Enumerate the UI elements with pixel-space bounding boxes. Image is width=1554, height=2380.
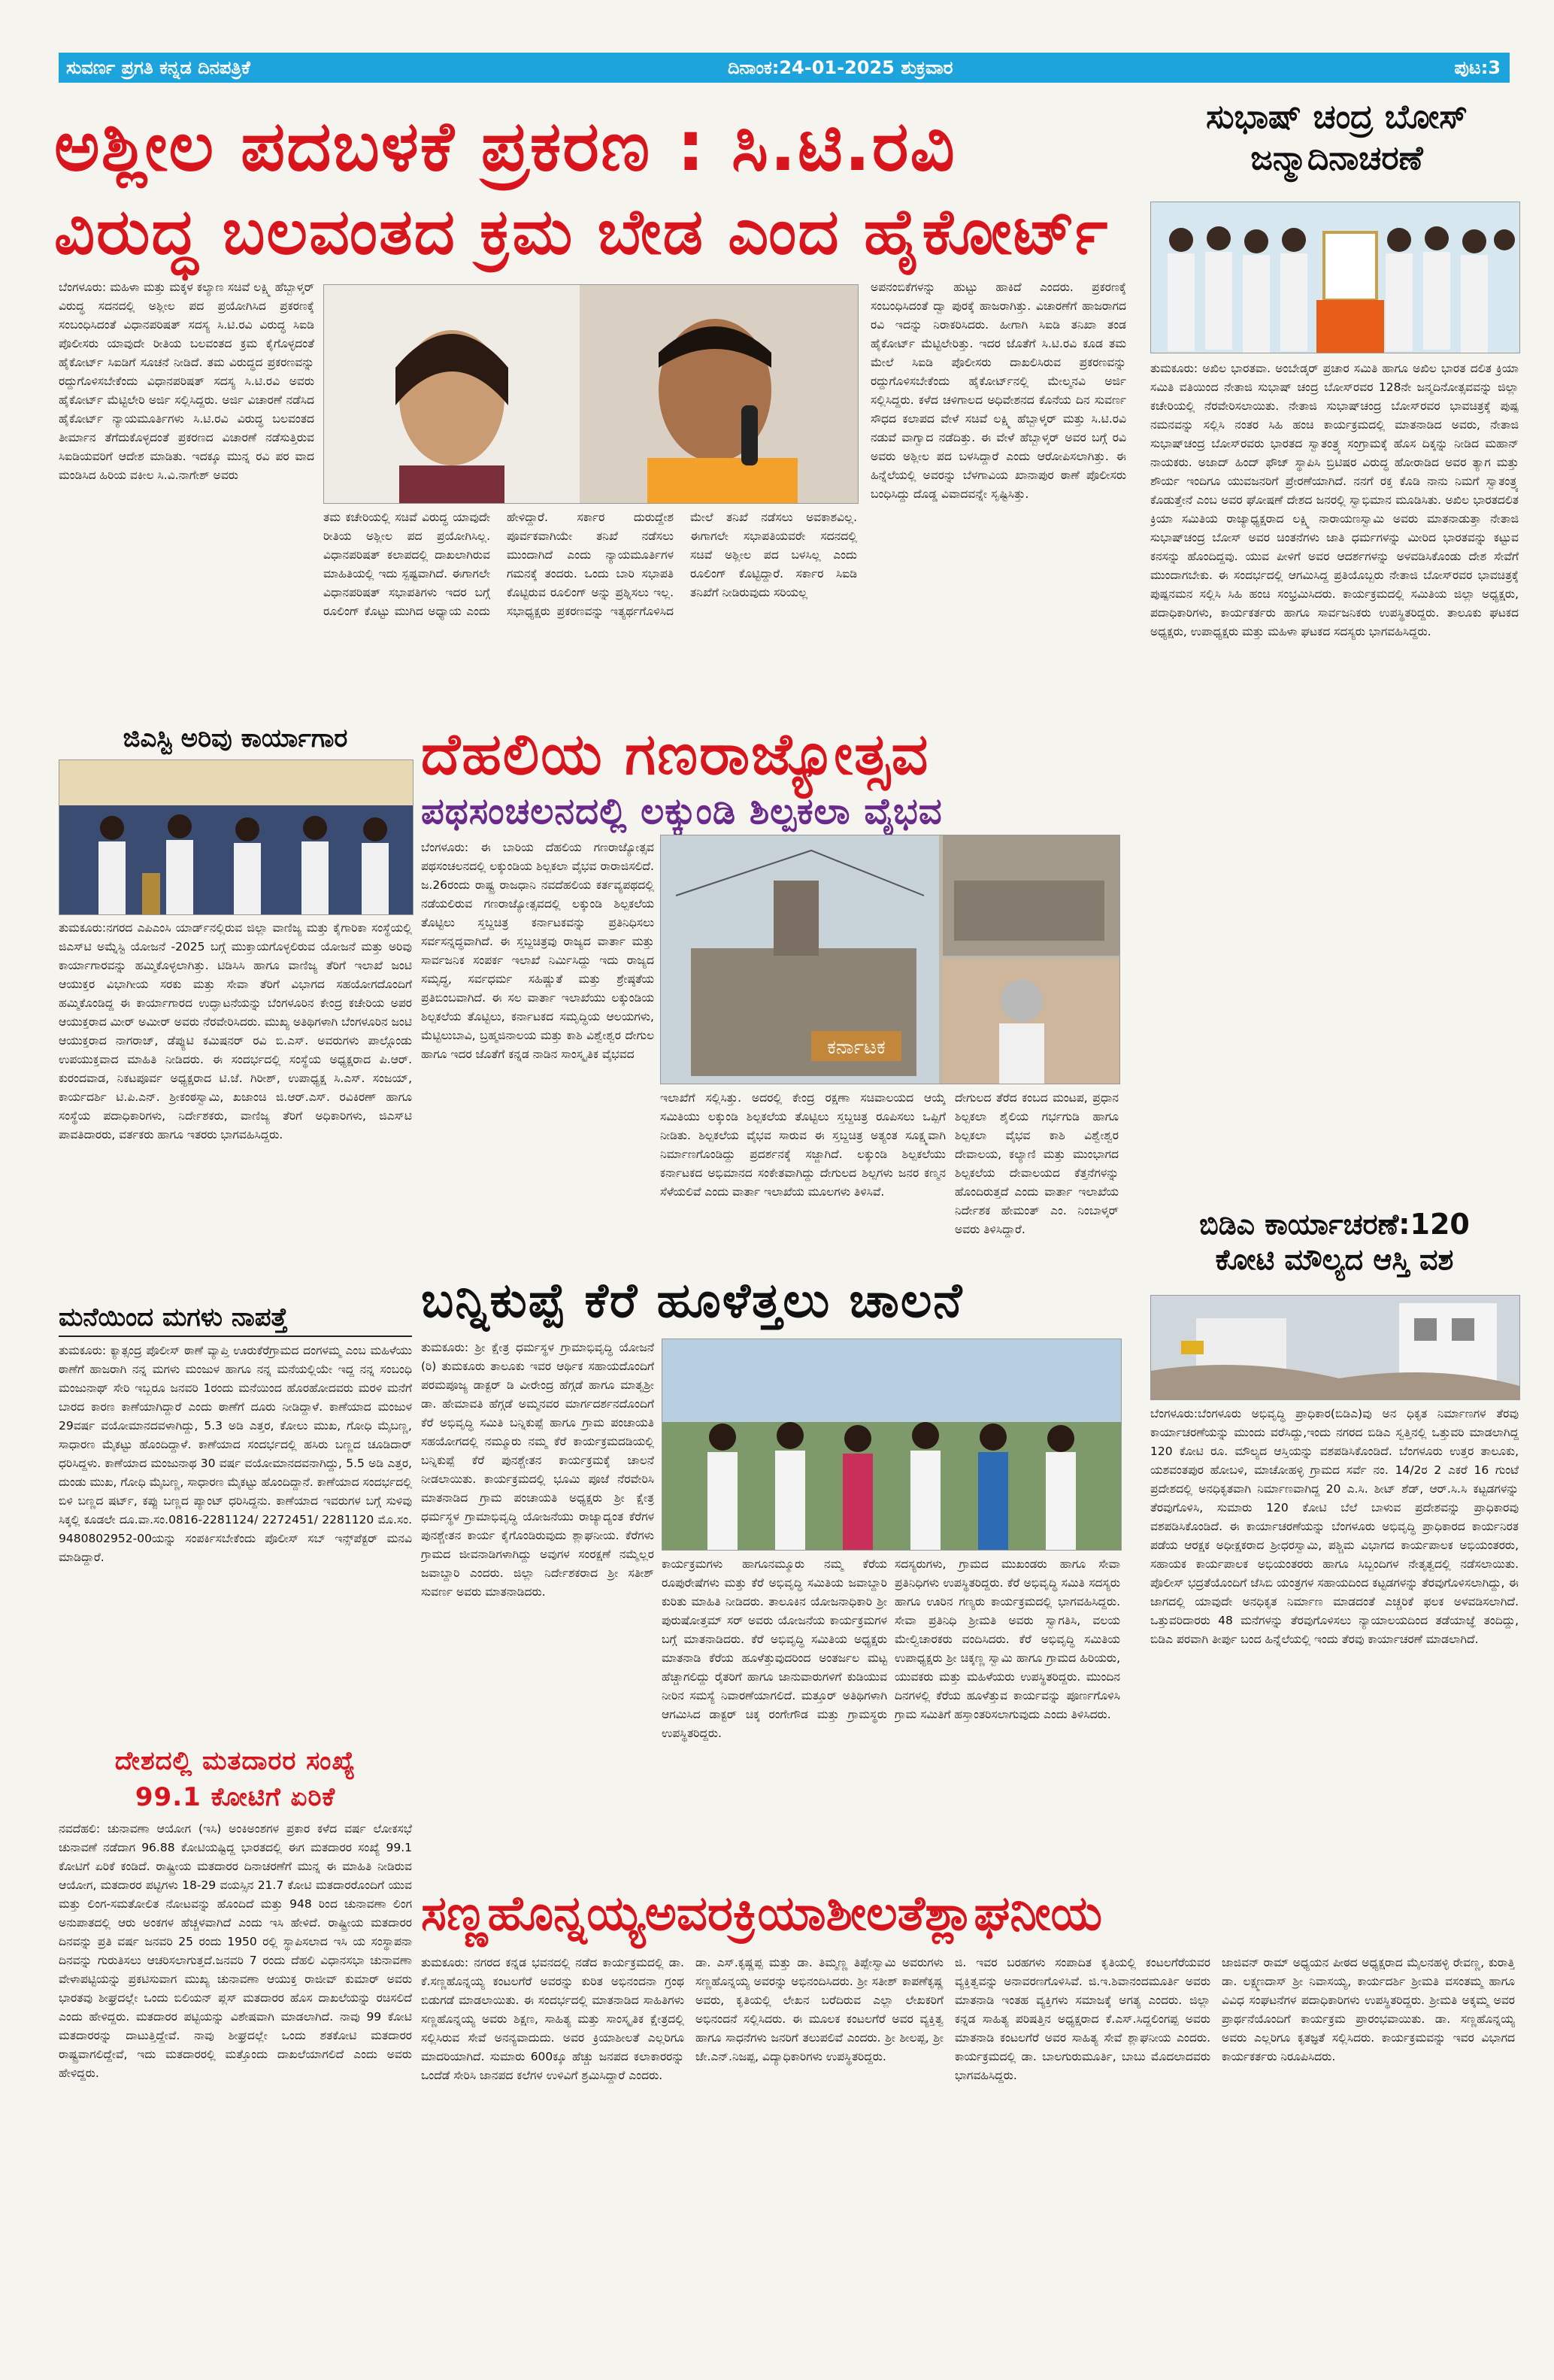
kere-photo: [662, 1339, 1122, 1551]
missing-rule: [59, 1336, 412, 1337]
bose-photo: [1150, 202, 1520, 353]
lead-photo-caption: ತಮ ಕಚೇರಿಯಲ್ಲಿ ಸಚಿವೆ ವಿರುದ್ಧ ಯಾವುದೇ ರೀತಿಯ ಅಶ್ಲೀಲ ಪದ ಪ್ರಯೋಗಿಸಿಲ್ಲ. ವಿಧಾನಪರಿಷತ್ ಕಲಾಪದಲ್ಲಿ ದಾಖಲಾಗಿರುವ ಮಾಹಿತಿಯಲ್ಲಿ ಇದು ಸ್ಪಷ್ಟವಾಗಿದೆ. ಈಗಾಗಲೇ ವಿಧಾನಪರಿಷತ್ ಸಭಾಪತಿಗಳು ಇದರ ಬಗ್ಗೆ ರೂಲಿಂಗ್ ಕೊಟ್ಟು ಮುಗಿದ ಅಧ್ಯಾಯ ಎಂದು ಹೇಳಿದ್ದಾರೆ. ಸರ್ಕಾರ ದುರುದ್ದೇಶ ಪೂರ್ವಕವಾಗಿಯೇ ತನಿಖೆ ನಡೆಸಲು ಮುಂದಾಗಿದೆ ಎಂದು ನ್ಯಾಯಮೂರ್ತಿಗಳ ಗಮನಕ್ಕೆ ತಂದರು. ಒಂದು ಬಾರಿ ಸಭಾಪತಿ ಕೊಟ್ಟಿರುವ ರೂಲಿಂಗ್ ಅನ್ನು ಪ್ರಶ್ನಿಸಲು ಇಲ್ಲ. ಸಭಾಧ್ಯಕ್ಷರು ಪ್ರಕರಣವನ್ನು ಇತ್ಯರ್ಥಗೊಳಿಸಿದ ಮೇಲೆ ತನಿಖೆ ನಡೆಸಲು ಅವಕಾಶವಿಲ್ಲ. ಈಗಾಗಲೇ ಸಭಾಪತಿಯವರೇ ಸದನದಲ್ಲಿ ಸಚಿವೆ ಅಶ್ಲೀಲ ಪದ ಬಳಸಿಲ್ಲ ಎಂದು ರೂಲಿಂಗ್ ಕೊಟ್ಟಿದ್ದಾರೆ. ಸರ್ಕಾರ ಸಿಐಡಿ ತನಿಖೆಗೆ ನೀಡಿರುವುದು ಸರಿಯಲ್ಲ: [323, 511, 857, 618]
bda-title-2: ಕೋಟಿ ಮೌಲ್ಯದ ಆಸ್ತಿ ವಶ: [1215, 1243, 1454, 1276]
republic-photo-art: [661, 835, 1119, 1084]
republic-photo: [660, 835, 1120, 1084]
bda-text: ಬೆಂಗಳೂರು:ಬೆಂಗಳೂರು ಅಭಿವೃದ್ಧಿ ಪ್ರಾಧಿಕಾರ(ಬಿಡಿಎ)ವು ಅನ ಧಿಕೃತ ನಿರ್ಮಾಣಗಳ ತೆರವು ಕಾರ್ಯಾಚರಣೆಯನ್ನು ಮುಂದು ವರೆಸಿದ್ದು,ಇಂದು ನಗರದ ಬಿಡಿಎ ಸ್ವತ್ತಿನಲ್ಲಿ ಒತ್ತುವರಿ ಮಾಡಲಾಗಿದ್ದ 120 ಕೋಟಿ ರೂ. ಮೌಲ್ಯದ ಆಸ್ತಿಯನ್ನು ವಶಪಡಿಸಿಕೊಂಡಿದೆ. ಬೆಂಗಳೂರು ಉತ್ತರ ತಾಲೂಕು, ಯಶವಂತಪುರ ಹೋಬಳಿ, ಮಾಚೋಹಳ್ಳಿ ಗ್ರಾಮದ ಸರ್ವೆ ನಂ. 14/2ರ 2 ಎಕರೆ 16 ಗುಂಟೆ ಪ್ರದೇಶದಲ್ಲಿ ಅನಧಿಕೃತವಾಗಿ ನಿರ್ಮಾಣವಾಗಿದ್ದ 20 ಎ.ಸಿ. ಶೀಟ್ ಶೆಡ್, ಆರ್.ಸಿ.ಸಿ ಕಟ್ಟಡಗಳನ್ನು ತೆರವುಗೊಳಿಸಿ, ಸುಮಾರು 120 ಕೋಟಿ ಬೆಲೆ ಬಾಳುವ ಪ್ರದೇಶವನ್ನು ಪ್ರಾಧಿಕಾರವು ವಶಪಡಿಸಿಕೊಂಡಿದೆ. ಈ ಕಾರ್ಯಾಚರಣೆಯನ್ನು ಬೆಂಗಳೂರು ಅಭಿವೃದ್ಧಿ ಪ್ರಾಧಿಕಾರದ ಕಾರ್ಯನಿರತ ಪಡೆಯ ಆರಕ್ಷಕ ಅಧೀಕ್ಷಕರಾದ ಶ್ರೀಧರಸ್ವಾಮಿ, ಪಶ್ಚಿಮ ವಿಭಾಗದ ಕಾರ್ಯಪಾಲಕ ಅಭಿಯಂತರರು, ಸಹಾಯಕ ಕಾರ್ಯಪಾಲಕ ಅಭಿಯಂತರರು ಹಾಗೂ ಸಿಬ್ಬಂದಿಗಳ ನೇತೃತ್ವದಲ್ಲಿ ನಡೆಸಲಾಯಿತು. ಪೊಲೀಸ್ ಭದ್ರತೆಯೊಂದಿಗೆ ಜೆಸಿಬಿ ಯಂತ್ರಗಳ ಸಹಾಯದಿಂದ ಕಟ್ಟಡಗಳನ್ನು ತೆರವುಗೊಳಿಸಲಾಗಿದ್ದು, ಈ ಜಾಗದಲ್ಲಿ ಯಾವುದೇ ಅನಧಿಕೃತ ನಿರ್ಮಾಣ ಮಾಡದಂತೆ ಎಚ್ಚರಿಕೆ ಫಲಕ ಅಳವಡಿಸಲಾಗಿದೆ. ಒತ್ತುವರಿದಾರರು 48 ಮನೆಗಳನ್ನು ತೆರವುಗೊಳಿಸಲು ನ್ಯಾಯಾಲಯದಿಂದ ತಡೆಯಾಜ್ಞೆ ತಂದಿದ್ದು, ಬಿಡಿಎ ಪರವಾಗಿ ತೀರ್ಪು ಬಂದ ಹಿನ್ನೆಲೆಯಲ್ಲಿ ಇಂದು ತೆರವು ಕಾರ್ಯಾಚರಣೆ ಮಾಡಲಾಗಿದೆ.: [1150, 1407, 1519, 1646]
gst-text: ತುಮಕೂರು:ನಗರದ ಎಪಿಎಂಸಿ ಯಾರ್ಡ್‌ನಲ್ಲಿರುವ ಜಿಲ್ಲಾ ವಾಣಿಜ್ಯ ಮತ್ತು ಕೈಗಾರಿಕಾ ಸಂಸ್ಥೆಯಲ್ಲಿ ಜಿಎಸ್‌ಟಿ ಅಮ್ನೆಸ್ಟಿ ಯೋಜನೆ -2025 ಬಗ್ಗೆ ಮುಕ್ತಾಯಗೊಳ್ಳಲಿರುವ ಯೋಜನೆ ಮತ್ತು ಅರಿವು ಕಾರ್ಯಾಗಾರವನ್ನು ಹಮ್ಮಿಕೊಳ್ಳಲಾಗಿತ್ತು. ಟಿಡಿಸಿಸಿ ಹಾಗೂ ವಾಣಿಜ್ಯ ತೆರಿಗೆ ಇಲಾಖೆ ಜಂಟಿ ಆಯುಕ್ತರ ವಿಭಾಗೀಯ ಸರಕು ಮತ್ತು ಸೇವಾ ತೆರಿಗೆ ವಿಭಾಗದ ಸಹಯೋಗದೊಂದಿಗೆ ಹಮ್ಮಿಕೊಂಡಿದ್ದ ಈ ಕಾರ್ಯಾಗಾರದ ಉದ್ಘಾಟನೆಯನ್ನು ಬೆಂಗಳೂರಿನ ಕೇಂದ್ರ ಕಚೇರಿಯ ಅಪರ ಆಯುಕ್ತರಾದ ಮೀರ್ ಅಮೀರ್ ಅವರು ನೆರವೇರಿಸಿದರು. ಮುಖ್ಯ ಅತಿಥಿಗಳಾಗಿ ಬೆಂಗಳೂರಿನ ಜಂಟಿ ಆಯುಕ್ತರಾದ ನಾಗರಾಜ್, ಡೆಪ್ಯುಟಿ ಕಮಿಷನರ್ ರವಿ ಬಿ.ಎಸ್. ಅವರುಗಳು ಪಾಲ್ಗೊಂಡು ಉಪಯುಕ್ತವಾದ ಮಾಹಿತಿ ನೀಡಿದರು. ಈ ಸಂದರ್ಭದಲ್ಲಿ ಸಂಸ್ಥೆಯ ಅಧ್ಯಕ್ಷರಾದ ಪಿ.ಆರ್. ಕುರಂದವಾಡ, ನಿಕಟಪೂರ್ವ ಅಧ್ಯಕ್ಷರಾದ ಟಿ.ಜೆ. ಗಿರೀಶ್, ಉಪಾಧ್ಯಕ್ಷ ಸಿ.ಎಸ್. ಸಂಜಯ್, ಕಾರ್ಯದರ್ಶಿ ಟಿ.ಪಿ.ಎನ್. ಶ್ರೀಕಂಠಸ್ವಾಮಿ, ಖಜಾಂಚಿ ಜಿ.ಆರ್.ಎಸ್. ರವಿಕಿರಣ್ ಹಾಗೂ ಸಂಸ್ಥೆಯ ಪದಾಧಿಕಾರಿಗಳು, ನಿರ್ದೇಶಕರು, ವಾಣಿಜ್ಯ ತೆರಿಗೆ ಅಧಿಕಾರಿಗಳು, ಜಿಎಸ್‌ಟಿ ಪಾವತಿದಾರರು, ವರ್ತಕರು ಹಾಗೂ ಇತರರು ಭಾಗವಹಿಸಿದ್ದರು.: [59, 921, 412, 1141]
bda-photo: [1150, 1295, 1520, 1400]
voters-title-2: 99.1 ಕೋಟಿಗೆ ಏರಿಕೆ: [135, 1782, 336, 1812]
sanna-col-3: ಜಿ. ಇವರ ಬರಹಗಳು ಸಂಪಾದಿತ ಕೃತಿಯಲ್ಲಿ ಕಂಟಲಗೆರೆಯವರ ವ್ಯಕ್ತಿತ್ವವನ್ನು ಅನಾವರಣಗೊಳಿಸಿವೆ. ಜಿ.ಇ.ಶಿವಾನಂದಮೂರ್ತಿ ಅವರು ಮಾತನಾಡಿ ಇಂತಹ ವ್ಯಕ್ತಿಗಳು ಸಮಾಜಕ್ಕೆ ಅಗತ್ಯ ಎಂದರು. ಜಿಲ್ಲಾ ಕನ್ನಡ ಸಾಹಿತ್ಯ ಪರಿಷತ್ತಿನ ಅಧ್ಯಕ್ಷರಾದ ಕೆ.ಎಸ್.ಸಿದ್ದಲಿಂಗಪ್ಪ ಅವರು ಮಾತನಾಡಿ ಕಂಟಲಗೆರೆ ಅವರ ಸಾಹಿತ್ಯ ಸೇವೆ ಶ್ಲಾಘನೀಯ ಎಂದರು. ಕಾರ್ಯಕ್ರಮದಲ್ಲಿ ಡಾ. ಬಾಲಗುರುಮೂರ್ತಿ, ಬಾಬು ಮೊದಲಾದವರು ಭಾಗವಹಿಸಿದ್ದರು.: [955, 1956, 1210, 2082]
bose-title-1: ಸುಭಾಷ್ ಚಂದ್ರ ಬೋಸ್: [1206, 98, 1468, 136]
voters-text: ನವದೆಹಲಿ: ಚುನಾವಣಾ ಆಯೋಗ (ಇಸಿ) ಅಂಕಿಅಂಶಗಳ ಪ್ರಕಾರ ಕಳೆದ ವರ್ಷ ಲೋಕಸಭೆ ಚುನಾವಣೆ ನಡೆದಾಗ 96.88 ಕೋಟಿಯಷ್ಟಿದ್ದ ಭಾರತದಲ್ಲಿ ಈಗ ಮತದಾರರ ಸಂಖ್ಯೆ 99.1 ಕೋಟಿಗೆ ಏರಿಕೆ ಕಂಡಿದೆ. ರಾಷ್ಟ್ರೀಯ ಮತದಾರರ ದಿನಾಚರಣೆಗೆ ಮುನ್ನ ಈ ಮಾಹಿತಿ ನೀಡಿರುವ ಆಯೋಗ, ಮತದಾರರ ಪಟ್ಟಿಗಳು 18-29 ವಯಸ್ಸಿನ 21.7 ಕೋಟಿ ಮತದಾರರೊಂದಿಗೆ ಯುವ ಮತ್ತು ಲಿಂಗ-ಸಮತೋಲಿತ ನೋಟವನ್ನು ಹೊಂದಿದೆ ಮತ್ತು 948 ರಿಂದ ಚುನಾವಣಾ ಲಿಂಗ ಅನುಪಾತದಲ್ಲಿ ಆರು ಅಂಕಗಳ ಹೆಚ್ಚಳವಾಗಿದೆ ಎಂದು ಇಸಿ ಹೇಳಿದೆ. ರಾಷ್ಟ್ರೀಯ ಮತದಾರರ ದಿನವನ್ನು ಪ್ರತಿ ವರ್ಷ ಜನವರಿ 25 ರಂದು 1950 ರಲ್ಲಿ ಸ್ಥಾಪಿಸಲಾದ ಇಸಿ ಯ ಸಂಸ್ಥಾಪನಾ ದಿನವನ್ನು ಗುರುತಿಸಲು ಆಚರಿಸಲಾಗುತ್ತದೆ.ಜನವರಿ 7 ರಂದು ದೆಹಲಿ ವಿಧಾನಸಭಾ ಚುನಾವಣಾ ವೇಳಾಪಟ್ಟಿಯನ್ನು ಪ್ರಕಟಿಸುವಾಗ ಮುಖ್ಯ ಚುನಾವಣಾ ಆಯುಕ್ತ ರಾಜೀವ್ ಕುಮಾರ್ ಅವರು ಭಾರತವು ಶೀಘ್ರದಲ್ಲೇ ಒಂದು ಬಿಲಿಯನ್ ಪ್ಲಸ್ ಮತದಾರರ ಹೊಸ ದಾಖಲೆಯನ್ನು ರಚಿಸಲಿದೆ ಎಂದು ಹೇಳಿದ್ದರು. ಮತದಾರರ ಪಟ್ಟಿಯನ್ನು ವಿಶೇಷವಾಗಿ ಮಾಡಲಾಗಿದೆ. ನಾವು 99 ಕೋಟಿ ಮತದಾರರನ್ನು ದಾಟುತ್ತಿದ್ದೇವೆ. ನಾವು ಶೀಘ್ರದಲ್ಲೇ ಒಂದು ಶತಕೋಟಿ ಮತದಾರರ ರಾಷ್ಟ್ರವಾಗಲಿದ್ದೇವೆ, ಇದು ಮತದಾರರಲ್ಲಿ ಮತ್ತೊಂದು ದಾಖಲೆಯಾಗಲಿದೆ ಎಂದು ಅವರು ಹೇಳಿದ್ದರು.: [59, 1822, 412, 2080]
kere-col-1: ತುಮಕೂರು: ಶ್ರೀ ಕ್ಷೇತ್ರ ಧರ್ಮಸ್ಥಳ ಗ್ರಾಮಾಭಿವೃದ್ಧಿ ಯೋಜನೆ (ರಿ) ತುಮಕೂರು ತಾಲೂಕು ಇವರ ಆರ್ಥಿಕ ಸಹಾಯದೊಂದಿಗೆ ಪರಮಪೂಜ್ಯ ಡಾಕ್ಟರ್ ಡಿ ವೀರೇಂದ್ರ ಹೆಗ್ಗಡೆ ಹಾಗೂ ಮಾತೃಶ್ರೀ ಡಾ. ಹೇಮಾವತಿ ಹೆಗ್ಗಡೆ ಅಮ್ಮನವರ ಮಾರ್ಗದರ್ಶನದೊಂದಿಗೆ ಕೆರೆ ಅಭಿವೃದ್ಧಿ ಸಮಿತಿ ಬನ್ನಿಕುಪ್ಪೆ ಹಾಗೂ ಗ್ರಾಮ ಪಂಚಾಯತಿ ಸಹಯೋಗದಲ್ಲಿ ನಮ್ಮೂರು ನಮ್ಮ ಕೆರೆ ಕಾರ್ಯಕ್ರಮದಡಿಯಲ್ಲಿ ಬನ್ನಿಕುಪ್ಪೆ ಕೆರೆ ಪುನಶ್ಚೇತನ ಕಾರ್ಯಕ್ರಮಕ್ಕೆ ಚಾಲನೆ ನೀಡಲಾಯಿತು. ಕಾರ್ಯಕ್ರಮದಲ್ಲಿ ಭೂಮಿ ಪೂಜೆ ನೆರವೇರಿಸಿ ಮಾತನಾಡಿದ ಗ್ರಾಮ ಪಂಚಾಯತಿ ಅಧ್ಯಕ್ಷರು ಶ್ರೀ ಕ್ಷೇತ್ರ ಧರ್ಮಸ್ಥಳ ಗ್ರಾಮಾಭಿವೃದ್ಧಿ ಯೋಜನೆಯು ರಾಜ್ಯಾದ್ಯಂತ ಕೆರೆಗಳ ಪುನಶ್ಚೇತನ ಕಾರ್ಯ ಕೈಗೊಂಡಿರುವುದು ಶ್ಲಾಘನೀಯ. ಕೆರೆಗಳು ಗ್ರಾಮದ ಜೀವನಾಡಿಗಳಾಗಿದ್ದು ಅವುಗಳ ಸಂರಕ್ಷಣೆ ನಮ್ಮೆಲ್ಲರ ಜವಾಬ್ದಾರಿ ಎಂದರು. ಜಿಲ್ಲಾ ನಿರ್ದೇಶಕರಾದ ಶ್ರೀ ಸತೀಶ್ ಸುವರ್ಣ ಅವರು ಮಾತನಾಡಿದರು.: [421, 1341, 654, 1599]
lead-photo: [323, 284, 859, 504]
bose-text: ತುಮಕೂರು: ಅಖಿಲ ಭಾರತವಾ. ಅಂಬೇಡ್ಕರ್ ಪ್ರಚಾರ ಸಮಿತಿ ಹಾಗೂ ಅಖಿಲ ಭಾರತ ದಲಿತ ಕ್ರಿಯಾ ಸಮಿತಿ ವತಿಯಿಂದ ನೇತಾಜಿ ಸುಭಾಷ್ ಚಂದ್ರ ಬೋಸ್‌ರವರ 128ನೇ ಜನ್ಮದಿನೋತ್ಸವವನ್ನು ಜಿಲ್ಲಾ ಕಚೇರಿಯಲ್ಲಿ ನೆರವೇರಿಸಲಾಯಿತು. ನೇತಾಜಿ ಸುಭಾಷ್‌ಚಂದ್ರ ಬೋಸ್‌ರವರ ಭಾವಚಿತ್ರಕ್ಕೆ ಪುಷ್ಪ ನಮನವನ್ನು ಸಲ್ಲಿಸಿ ನಂತರ ಸಿಹಿ ಹಂಚಿ ಕಾರ್ಯಕ್ರಮದಲ್ಲಿ ಮಾತನಾಡಿದ ಅವರು, ನೇತಾಜಿ ಸುಭಾಷ್‌ಚಂದ್ರ ಬೋಸ್‌ರವರು ಭಾರತದ ಸ್ವಾತಂತ್ರ್ಯ ಸಂಗ್ರಾಮಕ್ಕೆ ಹೊಸ ದಿಕ್ಕನ್ನು ನೀಡಿದ ಮಹಾನ್ ನಾಯಕರು. ಅಜಾದ್ ಹಿಂದ್ ಫೌಜ್ ಸ್ಥಾಪಿಸಿ ಬ್ರಿಟಿಷರ ವಿರುದ್ಧ ಹೋರಾಡಿದ ಅವರ ತ್ಯಾಗ ಮತ್ತು ಶೌರ್ಯ ಇಂದಿಗೂ ಯುವಜನರಿಗೆ ಪ್ರೇರಣೆಯಾಗಿದೆ. ನನಗೆ ರಕ್ತ ಕೊಡಿ ನಾನು ನಿಮಗೆ ಸ್ವಾತಂತ್ರ್ಯ ಕೊಡುತ್ತೇನೆ ಎಂಬ ಅವರ ಘೋಷಣೆ ದೇಶದ ಜನರಲ್ಲಿ ಸ್ವಾಭಿಮಾನ ಮೂಡಿಸಿತು. ಅಖಿಲ ಭಾರತದಲಿತ ಕ್ರಿಯಾ ಸಮಿತಿಯ ರಾಜ್ಯಾಧ್ಯಕ್ಷರಾದ ಲಕ್ಷ್ಮಿ ನಾರಾಯಣಸ್ವಾಮಿ ಅವರು ಮಾತನಾಡುತ್ತಾ ನೇತಾಜಿ ಸುಭಾಷ್‌ಚಂದ್ರ ಬೋಸ್ ಅವರ ಚಿಂತನೆಗಳು ಜಾತಿ ಧರ್ಮಗಳನ್ನು ಮೀರಿದ ಭಾರತವನ್ನು ಕಟ್ಟುವ ಕನಸನ್ನು ಹೊಂದಿದ್ದವು. ಯುವ ಪೀಳಿಗೆ ಅವರ ಆದರ್ಶಗಳನ್ನು ಅಳವಡಿಸಿಕೊಂಡು ದೇಶ ಸೇವೆಗೆ ಮುಂದಾಗಬೇಕು. ಈ ಸಂದರ್ಭದಲ್ಲಿ ಆಗಮಿಸಿದ್ದ ಪ್ರತಿಯೊಬ್ಬರು ನೇತಾಜಿ ಬೋಸ್‌ರವರ ಭಾವಚಿತ್ರಕ್ಕೆ ಪುಷ್ಪನಮನ ಸಲ್ಲಿಸಿ ಸಿಹಿ ಹಂಚಿ ಸಂಭ್ರಮಿಸಿದರು. ಕಾರ್ಯಕ್ರಮದಲ್ಲಿ ಸಮಿತಿಯ ಜಿಲ್ಲಾ ಅಧ್ಯಕ್ಷರು, ಪದಾಧಿಕಾರಿಗಳು, ಕಾರ್ಯಕರ್ತರು ಹಾಗೂ ಸಾರ್ವಜನಿಕರು ಉಪಸ್ಥಿತರಿದ್ದರು. ತಾಲೂಕು ಘಟಕದ ಅಧ್ಯಕ್ಷರು, ಉಪಾಧ್ಯಕ್ಷರು ಮತ್ತು ಮಹಿಳಾ ಘಟಕದ ಸದಸ್ಯರು ಭಾಗವಹಿಸಿದ್ದರು.: [1150, 362, 1519, 638]
sanna-col-2: ಡಾ. ಎಸ್.ಕೃಷ್ಣಪ್ಪ ಮತ್ತು ಡಾ. ತಿಮ್ಮಣ್ಣ ತಿಪ್ಪೇಸ್ವಾಮಿ ಅವರುಗಳು ಸಣ್ಣಹೊನ್ನಯ್ಯ ಅವರನ್ನು ಅಭಿನಂದಿಸಿದರು. ಶ್ರೀ ಸತೀಶ್ ಕಾಪಣೆಕೃಷ್ಣ ಅವರು, ಕೃತಿಯಲ್ಲಿ ಲೇಖನ ಬರೆದಿರುವ ಎಲ್ಲಾ ಲೇಖಕರಿಗೆ ಅಭಿನಂದನೆ ಸಲ್ಲಿಸಿದರು. ಈ ಮೂಲಕ ಕಂಟಲಗೆರೆ ಅವರ ವ್ಯಕ್ತಿತ್ವ ಹಾಗೂ ಸಾಧನೆಗಳು ಜನರಿಗೆ ತಲುಪಲಿವೆ ಎಂದರು. ಶ್ರೀ ಶೀಲಪ್ಪ, ಶ್ರೀ ಜೇ.ಎನ್.ನಿಜಪ್ಪ, ವಿದ್ಯಾಧಿಕಾರಿಗಳು ಉಪಸ್ಥಿತರಿದ್ದರು.: [695, 1956, 944, 2063]
lead-photo-art: [324, 285, 858, 503]
bose-title-2: ಜನ್ಮಾದಿನಾಚರಣೆ: [1250, 139, 1423, 177]
bose-photo-art: [1151, 202, 1519, 353]
kere-col-3: ಸದಸ್ಯರುಗಳು, ಗ್ರಾಮದ ಮುಖಂಡರು ಹಾಗೂ ಸೇವಾ ಪ್ರತಿನಿಧಿಗಳು ಉಪಸ್ಥಿತರಿದ್ದರು. ಕೆರೆ ಅಭಿವೃದ್ಧಿ ಸಮಿತಿ ಸದಸ್ಯರು ಹಾಗೂ ಊರಿನ ಗಣ್ಯರು ಕಾರ್ಯಕ್ರಮದಲ್ಲಿ ಭಾಗವಹಿಸಿದ್ದರು. ಸೇವಾ ಪ್ರತಿನಿಧಿ ಶ್ರೀಮತಿ ಅವರು ಸ್ವಾಗತಿಸಿ, ವಲಯ ಮೇಲ್ವಿಚಾರಕರು ವಂದಿಸಿದರು. ಕೆರೆ ಅಭಿವೃದ್ಧಿ ಸಮಿತಿಯ ಉಪಾಧ್ಯಕ್ಷರು ಶ್ರೀ ಚಿಕ್ಕಣ್ಣ ಸ್ವಾಮಿ ಹಾಗೂ ಗ್ರಾಮದ ಹಿರಿಯರು, ಯುವಕರು ಮತ್ತು ಮಹಿಳೆಯರು ಉಪಸ್ಥಿತರಿದ್ದರು. ಮುಂದಿನ ದಿನಗಳಲ್ಲಿ ಕೆರೆಯ ಹೂಳೆತ್ತುವ ಕಾರ್ಯವನ್ನು ಪೂರ್ಣಗೊಳಿಸಿ ಗ್ರಾಮ ಸಮಿತಿಗೆ ಹಸ್ತಾಂತರಿಸಲಾಗುವುದು ಎಂದು ತಿಳಿಸಿದರು.: [895, 1557, 1120, 1721]
float-label: ಕರ್ನಾಟಕ: [827, 1036, 886, 1059]
missing-text: ತುಮಕೂರು: ಕ್ಯಾತ್ಸಂದ್ರ ಪೊಲೀಸ್ ಠಾಣೆ ವ್ಯಾಪ್ತಿ ಊರುಕೆರೆಗ್ರಾಮದ ದಂಗಳಮ್ಮ ಎಂಬ ಮಹಿಳೆಯು ಠಾಣೆಗೆ ಹಾಜರಾಗಿ ನನ್ನ ಮಗಳು ಮಂಜುಳ ಹಾಗೂ ನನ್ನ ಮನೆಯಲ್ಲಿಯೇ ಇದ್ದ ನನ್ನ ಸಂಬಂಧಿ ಮಂಜುನಾಥ್ ಸೇರಿ ಇಬ್ಬರೂ ಜನವರಿ 1ರಂದು ಮನೆಯಿಂದ ಹೊರಹೋದವರು ಮರಳಿ ಮನೆಗೆ ಬಾರದ ಕಾರಣ ಕಾಣೆಯಾಗಿದ್ದಾರೆ ಎಂದು ಠಾಣೆಗೆ ದೂರು ನೀಡಿದ್ದಾಳೆ. ಕಾಣೆಯಾದ ಮಂಜುಳ 29ವರ್ಷ ವಯೋಮಾನದವಳಾಗಿದ್ದು, 5.3 ಅಡಿ ಎತ್ತರ, ಕೋಲು ಮುಖ, ಗೋಧಿ ಮೈಬಣ್ಣ, ಸಾಧಾರಣ ಮೈಕಟ್ಟು ಹೊಂದಿದ್ದಾಳೆ. ಕಾಣೆಯಾದ ಸಂದರ್ಭದಲ್ಲಿ ಹಸಿರು ಬಣ್ಣದ ಚೂಡಿದಾರ್ ಧರಿಸಿದ್ದಳು. ಕಾಣೆಯಾದ ಮಂಜುನಾಥ 30 ವರ್ಷ ವಯೋಮಾನದವನಾಗಿದ್ದು, 5.5 ಅಡಿ ಎತ್ತರ, ದುಂಡು ಮುಖ, ಗೋಧಿ ಮೈಬಣ್ಣ, ಸಾಧಾರಣ ಮೈಕಟ್ಟು ಹೊಂದಿದ್ದಾನೆ. ಕಾಣೆಯಾದ ಸಂದರ್ಭದಲ್ಲಿ ಬಿಳಿ ಬಣ್ಣದ ಷರ್ಟ್, ಕಪ್ಪು ಬಣ್ಣದ ಪ್ಯಾಂಟ್ ಧರಿಸಿದ್ದನು. ಕಾಣೆಯಾದ ಇವರುಗಳ ಬಗ್ಗೆ ಸುಳಿವು ಸಿಕ್ಕಲ್ಲಿ ಕೂಡಲೇ ದೂ.ವಾ.ಸಂ.0816-2281124/ 2272451/ 2281120 ಮೊ.ಸಂ. 9480802952-00ಯನ್ನು ಸಂಪರ್ಕಿಸಬೇಕೆಂದು ಪೊಲೀಸ್ ಸಬ್ ಇನ್ಸ್‌ಪೆಕ್ಟರ್ ಮನವಿ ಮಾಡಿದ್ದಾರೆ.: [59, 1344, 412, 1564]
republic-headline: ದೆಹಲಿಯ ಗಣರಾಜ್ಯೋತ್ಸವ: [421, 720, 930, 787]
page-number: ಪುಟ:3: [1454, 57, 1501, 78]
masthead-bar: [59, 53, 1510, 83]
lead-headline-1: ಅಶ್ಲೀಲ ಪದಬಳಕೆ ಪ್ರಕರಣ : ಸಿ.ಟಿ.ರವಿ: [54, 106, 956, 186]
republic-col-3: ದೇಗುಲದ ತೆರೆದ ಕಂಬದ ಮಂಟಪ, ಪ್ರಧಾನ ಶಿಲ್ಪಕಲಾ ಶೈಲಿಯ ಗರ್ಭಗುಡಿ ಹಾಗೂ ಶಿಲ್ಪಕಲಾ ವೈಭವ ಕಾಶಿ ವಿಶ್ವೇಶ್ವರ ದೇವಾಲಯ, ಕಲ್ಯಾಣಿ ಮತ್ತು ಮುಂಭಾಗದ ಶಿಲ್ಪಕಲೆಯ ದೇವಾಲಯದ ಕೆತ್ತನೆಗಳನ್ನು ಹೊಂದಿರುತ್ತದೆ ಎಂದು ವಾರ್ತಾ ಇಲಾಖೆಯ ನಿರ್ದೇಶಕ ಹೇಮಂತ್ ಎಂ. ನಿಂಬಾಳ್ಕರ್ ಅವರು ತಿಳಿಸಿದ್ದಾರೆ.: [955, 1091, 1119, 1236]
kere-headline: ಬನ್ನಿಕುಪ್ಪೆ ಕೆರೆ ಹೂಳೆತ್ತಲು ಚಾಲನೆ: [421, 1273, 964, 1329]
lead-col-1: ಬೆಂಗಳೂರು: ಮಹಿಳಾ ಮತ್ತು ಮಕ್ಕಳ ಕಲ್ಯಾಣ ಸಚಿವೆ ಲಕ್ಷ್ಮಿ ಹೆಬ್ಬಾಳ್ಕರ್ ವಿರುದ್ಧ ಸದನದಲ್ಲಿ ಅಶ್ಲೀಲ ಪದ ಪ್ರಯೋಗಿಸಿದ ಪ್ರಕರಣಕ್ಕೆ ಸಂಬಂಧಿಸಿದಂತೆ ವಿಧಾನಪರಿಷತ್ ಸದಸ್ಯ ಸಿ.ಟಿ.ರವಿ ವಿರುದ್ಧ ಸಿಐಡಿ ಪೊಲೀಸರು ಯಾವುದೇ ರೀತಿಯ ಬಲವಂತದ ಕ್ರಮ ಕೈಗೊಳ್ಳದಂತೆ ಹೈಕೋರ್ಟ್ ಸಿಐಡಿಗೆ ಸೂಚನೆ ನೀಡಿದೆ. ತಮ ವಿರುದ್ಧದ ಪ್ರಕರಣವನ್ನು ರದ್ದುಗೊಳಿಸಬೇಕೆಂದು ವಿಧಾನಪರಿಷತ್ ಸದಸ್ಯ ಸಿ.ಟಿ.ರವಿ ಅವರು ಹೈಕೋರ್ಟ್ ಮೆಟ್ಟಿಲೇರಿ ಅರ್ಜಿ ಸಲ್ಲಿಸಿದ್ದರು. ಅರ್ಜಿ ವಿಚಾರಣೆ ನಡೆಸಿದ ಹೈಕೋರ್ಟ್ ನ್ಯಾಯಮೂರ್ತಿಗಳು ಸಿ.ಟಿ.ರವಿ ವಿರುದ್ಧ ಬಲವಂತದ ತೀರ್ಮಾನ ತೆಗೆದುಕೊಳ್ಳದಂತೆ ಪ್ರಕರಣದ ವಿಚಾರಣೆ ನಡೆಸುತ್ತಿರುವ ಸಿಐಡಿಯವರಿಗೆ ಆದೇಶ ಮಾಡಿತು. ಇದಕ್ಕೂ ಮುನ್ನ ರವಿ ಪರ ವಾದ ಮಂಡಿಸಿದ ಹಿರಿಯ ವಕೀಲ ಸಿ.ವಿ.ನಾಗೇಶ್ ಅವರು: [59, 280, 314, 482]
issue-date: ದಿನಾಂಕ:24-01-2025 ಶುಕ್ರವಾರ: [728, 57, 953, 78]
lead-col-3: ಅಪನಂಬಿಕೆಗಳನ್ನು ಹುಟ್ಟು ಹಾಕಿದೆ ಎಂದರು. ಪ್ರಕರಣಕ್ಕೆ ಸಂಬಂಧಿಸಿದಂತೆ ದ್ವಾ ಪುರಕ್ಕೆ ಹಾಜರಾಗಿತ್ತು. ವಿಚಾರಣೆಗೆ ಹಾಜರಾಗದ ರವಿ ಇದನ್ನು ನಿರಾಕರಿಸಿದರು. ಹೀಗಾಗಿ ಸಿಐಡಿ ತನಿಖಾ ತಂಡ ಹೈಕೋರ್ಟ್ ಮೆಟ್ಟಿಲೇರಿತ್ತು. ಇದರ ಜೊತೆಗೆ ಸಿ.ಟಿ.ರವಿ ಕೂಡ ತಮ ಮೇಲೆ ಸಿಐಡಿ ಪೊಲೀಸರು ದಾಖಲಿಸಿರುವ ಪ್ರಕರಣವನ್ನು ರದ್ದುಗೊಳಿಸಬೇಕೆಂದು ಹೈಕೋರ್ಟ್‌ನಲ್ಲಿ ಮೇಲ್ಮನವಿ ಅರ್ಜಿ ಸಲ್ಲಿಸಿದ್ದರು. ಕಳೆದ ಚಳಿಗಾಲದ ಅಧಿವೇಶನದ ಕೊನೆಯ ದಿನ ಸುವರ್ಣ ಸೌಧದ ಕಲಾಪದ ವೇಳೆ ಸಚಿವೆ ಲಕ್ಷ್ಮಿ ಹೆಬ್ಬಾಳ್ಕರ್ ಮತ್ತು ಸಿ.ಟಿ.ರವಿ ನಡುವೆ ವಾಗ್ವಾದ ನಡೆದಿತ್ತು. ಈ ವೇಳೆ ಹೆಬ್ಬಾಳ್ಕರ್ ಅವರ ಬಗ್ಗೆ ರವಿ ಅವರು ಅಶ್ಲೀಲ ಪದ ಬಳಸಿದ್ದಾರೆ ಎಂದು ಆರೋಪಿಸಲಾಗಿತ್ತು. ಈ ಹಿನ್ನೆಲೆಯಲ್ಲಿ ಅವರನ್ನು ಬೆಳಗಾವಿಯ ಖಾನಾಪುರ ಠಾಣೆ ಪೊಲೀಸರು ಬಂಧಿಸಿದ್ದು ದೊಡ್ಡ ವಿವಾದವನ್ನೇ ಸೃಷ್ಟಿಸಿತ್ತು.: [871, 280, 1126, 501]
gst-photo-art: [59, 760, 413, 914]
voters-title-1: ದೇಶದಲ್ಲಿ ಮತದಾರರ ಸಂಖ್ಯೆ: [114, 1746, 356, 1776]
kere-col-2: ಕಾರ್ಯಕ್ರಮಗಳು ಹಾಗೂನಮ್ಮೂರು ನಮ್ಮ ಕೆರೆಯ ರೂಪುರೇಷೆಗಳು ಮತ್ತು ಕೆರೆ ಅಭಿವೃದ್ಧಿ ಸಮಿತಿಯ ಜವಾಬ್ದಾರಿ ಕುರಿತು ಮಾಹಿತಿ ನೀಡಿದರು. ತಾಲೂಕಿನ ಯೋಜನಾಧಿಕಾರಿ ಶ್ರೀ ಪುರುಷೋತ್ತಮ್ ಸರ್ ಅವರು ಯೋಜನೆಯ ಕಾರ್ಯಕ್ರಮಗಳ ಬಗ್ಗೆ ಮಾತನಾಡಿದರು. ಕೆರೆ ಅಭಿವೃದ್ಧಿ ಸಮಿತಿಯ ಅಧ್ಯಕ್ಷರು ಮಾತನಾಡಿ ಕೆರೆಯ ಹೂಳೆತ್ತುವುದರಿಂದ ಅಂತರ್ಜಲ ಮಟ್ಟ ಹೆಚ್ಚಾಗಲಿದ್ದು ರೈತರಿಗೆ ಹಾಗೂ ಜಾನುವಾರುಗಳಿಗೆ ಕುಡಿಯುವ ನೀರಿನ ಸಮಸ್ಯೆ ನಿವಾರಣೆಯಾಗಲಿದೆ. ಮತ್ತೂರ್ ಅತಿಥಿಗಳಾಗಿ ಆಗಮಿಸಿದ ಡಾಕ್ಟರ್ ಚಿಕ್ಕ ರಂಗೇಗೌಡ ಮತ್ತು ಗ್ರಾಮಸ್ಥರು ಉಪಸ್ಥಿತರಿದ್ದರು.: [662, 1557, 887, 1740]
lead-headline-2: ವಿರುದ್ಧ ಬಲವಂತದ ಕ್ರಮ ಬೇಡ ಎಂದ ಹೈಕೋರ್ಟ್: [54, 195, 1110, 268]
republic-col-1: ಬೆಂಗಳೂರು: ಈ ಬಾರಿಯ ದೆಹಲಿಯ ಗಣರಾಜ್ಯೋತ್ಸವ ಪಥಸಂಚಲನದಲ್ಲಿ ಲಕ್ಕುಂಡಿಯ ಶಿಲ್ಪಕಲಾ ವೈಭವ ರಾರಾಜಿಸಲಿದೆ. ಜ.26ರಂದು ರಾಷ್ಟ್ರ ರಾಜಧಾನಿ ನವದೆಹಲಿಯ ಕರ್ತವ್ಯಪಥದಲ್ಲಿ ನಡೆಯಲಿರುವ ಗಣರಾಜ್ಯೋತ್ಸವದಲ್ಲಿ ಲಕ್ಕುಂಡಿ ಶಿಲ್ಪಕಲೆಯ ತೊಟ್ಟಿಲು ಸ್ತಬ್ದಚಿತ್ರ ಕರ್ನಾಟಕವನ್ನು ಪ್ರತಿನಿಧಿಸಲು ಸರ್ವಸನ್ನದ್ಧವಾಗಿದೆ. ಈ ಸ್ತಬ್ದಚಿತ್ರವು ರಾಜ್ಯದ ವಾರ್ತಾ ಮತ್ತು ಸಾರ್ವಜನಿಕ ಸಂಪರ್ಕ ಇಲಾಖೆ ನಿರ್ಮಿಸಿದ್ದು ಇದು ರಾಜ್ಯದ ಸಮೃದ್ಧ, ಸರ್ವಧರ್ಮ ಸಹಿಷ್ಣುತೆ ಮತ್ತು ಶ್ರೇಷ್ಠತೆಯ ಪ್ರತಿಬಿಂಬವಾಗಿದೆ. ಈ ಸಲ ವಾರ್ತಾ ಇಲಾಖೆಯು ಲಕ್ಕುಂಡಿಯ ಶಿಲ್ಪಕಲೆಯ ತೊಟ್ಟಿಲು, ಕರ್ನಾಟಕದ ಸಮೃದ್ಧಿಯ ಆಲಯಗಳು, ಮೆಟ್ಟಿಲುಬಾವಿ, ಬ್ರಹ್ಮಜಿನಾಲಯ ಮತ್ತು ಕಾಶಿ ವಿಶ್ವೇಶ್ವರ ದೇಗುಲ ಹಾಗೂ ಇದರ ಜೊತೆಗೆ ಕನ್ನಡ ನಾಡಿನ ಸಾಂಸ್ಕೃತಿಕ ವೈಭವದ: [421, 841, 654, 1061]
gst-title: ಜಿಎಸ್ಟಿ ಅರಿವು ಕಾರ್ಯಾಗಾರ: [123, 723, 348, 753]
missing-title: ಮನೆಯಿಂದ ಮಗಳು ನಾಪತ್ತೆ: [59, 1302, 288, 1332]
sanna-headline: ಸಣ್ಣಹೊನ್ನಯ್ಯಅವರಕ್ರಿಯಾಶೀಲತೆಶ್ಲಾಘನೀಯ: [421, 1886, 1102, 1942]
republic-subheadline: ಪಥಸಂಚಲನದಲ್ಲಿ ಲಕ್ಕುಂಡಿ ಶಿಲ್ಪಕಲಾ ವೈಭವ: [421, 790, 943, 832]
sanna-col-1: ತುಮಕೂರು: ನಗರದ ಕನ್ನಡ ಭವನದಲ್ಲಿ ನಡೆದ ಕಾರ್ಯಕ್ರಮದಲ್ಲಿ ಡಾ. ಕೆ.ಸಣ್ಣಹೊನ್ನಯ್ಯ ಕಂಟಲಗೆರೆ ಅವರನ್ನು ಕುರಿತ ಅಭಿನಂದನಾ ಗ್ರಂಥ ಬಿಡುಗಡೆ ಮಾಡಲಾಯಿತು. ಈ ಸಂದರ್ಭದಲ್ಲಿ ಮಾತನಾಡಿದ ಸಾಹಿತಿಗಳು ಸಣ್ಣಹೊನ್ನಯ್ಯ ಅವರು ಶಿಕ್ಷಣ, ಸಾಹಿತ್ಯ ಮತ್ತು ಸಾಂಸ್ಕೃತಿಕ ಕ್ಷೇತ್ರದಲ್ಲಿ ಸಲ್ಲಿಸಿರುವ ಸೇವೆ ಅನನ್ಯವಾದುದು. ಅವರ ಕ್ರಿಯಾಶೀಲತೆ ಎಲ್ಲರಿಗೂ ಮಾದರಿಯಾಗಿದೆ. ಸುಮಾರು 600ಕ್ಕೂ ಹೆಚ್ಚು ಜನಪದ ಕಲಾಕಾರರನ್ನು ಒಂದೆಡೆ ಸೇರಿಸಿ ಜಾನಪದ ಕಲೆಗಳ ಉಳಿವಿಗೆ ಶ್ರಮಿಸಿದ್ದಾರೆ ಎಂದರು.: [421, 1956, 684, 2082]
bda-photo-art: [1151, 1296, 1519, 1399]
kere-photo-art: [662, 1339, 1121, 1550]
sanna-col-4: ಜಾಜಿವನ್ ರಾಮ್ ಅಧ್ಯಯನ ಪೀಠದ ಅಧ್ಯಕ್ಷರಾದ ಮೈಲನಹಳ್ಳಿ ರೇವಣ್ಣ, ಕುರಾತ್ತಿ ಡಾ. ಲಕ್ಷ್ಮಣದಾಸ್ ಶ್ರೀ ನಿವಾಸಯ್ಯ, ಕಾರ್ಯದರ್ಶಿ ಶ್ರೀಮತಿ ವಸಂತಮ್ಮ ಹಾಗೂ ವಿವಿಧ ಸಂಘಟನೆಗಳ ಪದಾಧಿಕಾರಿಗಳು ಉಪಸ್ಥಿತರಿದ್ದರು. ಶ್ರೀಮತಿ ಅಕ್ಕಮ್ಮ ಅವರ ಪ್ರಾರ್ಥನೆಯೊಂದಿಗೆ ಕಾರ್ಯಕ್ರಮ ಪ್ರಾರಂಭವಾಯಿತು. ಡಾ. ಸಣ್ಣಹೊನ್ನಯ್ಯ ಅವರು ಎಲ್ಲರಿಗೂ ಕೃತಜ್ಞತೆ ಸಲ್ಲಿಸಿದರು. ಕಾರ್ಯಕ್ರಮವನ್ನು ಇವರ ವಿಭಾಗದ ಕಾರ್ಯಕರ್ತರು ನಿರೂಪಿಸಿದರು.: [1222, 1956, 1515, 2063]
portrait-frame: [1324, 232, 1377, 300]
republic-caption: ಇಲಾಖೆಗೆ ಸಲ್ಲಿಸಿತ್ತು. ಅದರಲ್ಲಿ ಕೇಂದ್ರ ರಕ್ಷಣಾ ಸಚಿವಾಲಯದ ಆಯ್ಕೆ ಸಮಿತಿಯು ಲಕ್ಕುಂಡಿ ಶಿಲ್ಪಕಲೆಯ ತೊಟ್ಟಿಲು ಸ್ತಬ್ದಚಿತ್ರ ರೂಪಿಸಲು ಒಪ್ಪಿಗೆ ನೀಡಿತು. ಶಿಲ್ಪಕಲೆಯ ವೈಭವ ಸಾರುವ ಈ ಸ್ತಬ್ದಚಿತ್ರ ಅತ್ಯಂತ ಸೂಕ್ಷ್ಮವಾಗಿ ನಿರ್ಮಾಣಗೊಂಡಿದ್ದು ಪ್ರದರ್ಶನಕ್ಕೆ ಸಜ್ಜಾಗಿದೆ. ಲಕ್ಕುಂಡಿ ಶಿಲ್ಪಕಲೆಯು ಕರ್ನಾಟಕದ ಅಭಿಮಾನದ ಸಂಕೇತವಾಗಿದ್ದು ದೇಗುಲದ ಶಿಲ್ಪಗಳು ಜನರ ಕಣ್ಮನ ಸೆಳೆಯಲಿವೆ ಎಂದು ವಾರ್ತಾ ಇಲಾಖೆಯ ಮೂಲಗಳು ತಿಳಿಸಿವೆ.: [660, 1091, 946, 1199]
bda-title-1: ಬಿಡಿಎ ಕಾರ್ಯಾಚರಣೆ:120: [1199, 1208, 1470, 1241]
gst-photo: [59, 759, 413, 915]
paper-name: ಸುವರ್ಣ ಪ್ರಗತಿ ಕನ್ನಡ ದಿನಪತ್ರಿಕೆ: [66, 57, 250, 78]
